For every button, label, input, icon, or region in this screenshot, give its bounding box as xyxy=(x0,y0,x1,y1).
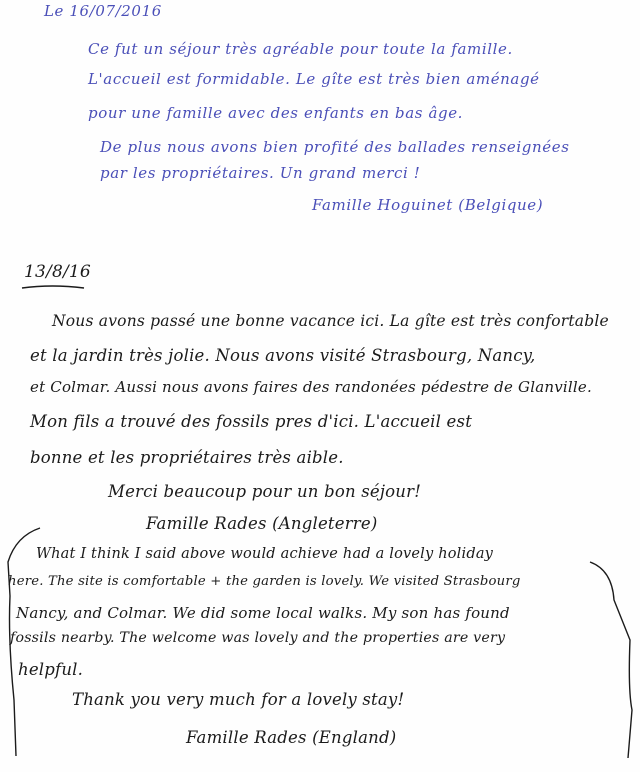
thanks-line: Thank you very much for a lovely stay! xyxy=(72,690,405,709)
entry1-line: Ce fut un séjour très agréable pour toute la famille. xyxy=(88,40,513,58)
translation-line: Nancy, and Colmar. We did some local walks. My son has found xyxy=(16,604,510,622)
translation-line: helpful. xyxy=(18,660,84,679)
entry2-line: et Colmar. Aussi nous avons faires des randonées pédestre de Glanville. xyxy=(30,378,592,396)
translation-line: here. The site is comfortable + the garden is lovely. We visited Strasbourg xyxy=(8,574,521,589)
translation-line: fossils nearby. The welcome was lovely and the properties are very xyxy=(10,630,506,646)
entry1-line: De plus nous avons bien profité des ballades renseignées xyxy=(100,138,570,156)
left-bracket xyxy=(8,528,40,756)
entry1-line: par les propriétaires. Un grand merci ! xyxy=(100,164,421,182)
entry2-line: Merci beaucoup pour un bon séjour! xyxy=(108,482,422,501)
entry1-date: Le 16/07/2016 xyxy=(44,2,162,20)
entry1-line: L'accueil est formidable. Le gîte est très bien aménagé xyxy=(88,70,540,88)
right-bracket xyxy=(590,562,632,758)
entry2-line: bonne et les propriétaires très aible. xyxy=(30,448,344,467)
date-underline xyxy=(22,286,84,288)
entry2-line: Mon fils a trouvé des fossils pres d'ici. L'accueil est xyxy=(30,412,473,431)
entry1-line: pour une famille avec des enfants en bas âge. xyxy=(88,104,464,122)
entry2-date: 13/8/16 xyxy=(24,262,91,282)
entry2-line: Nous avons passé une bonne vacance ici. La gîte est très confortable xyxy=(52,312,609,330)
entry2-signature-en: Famille Rades (England) xyxy=(186,728,397,747)
entry2-line: et la jardin très jolie. Nous avons visité Strasbourg, Nancy, xyxy=(30,346,536,365)
translation-line: What I think I said above would achieve had a lovely holiday xyxy=(36,546,494,562)
entry1-signature: Famille Hoguinet (Belgique) xyxy=(312,196,544,214)
entry2-signature: Famille Rades (Angleterre) xyxy=(146,514,378,533)
